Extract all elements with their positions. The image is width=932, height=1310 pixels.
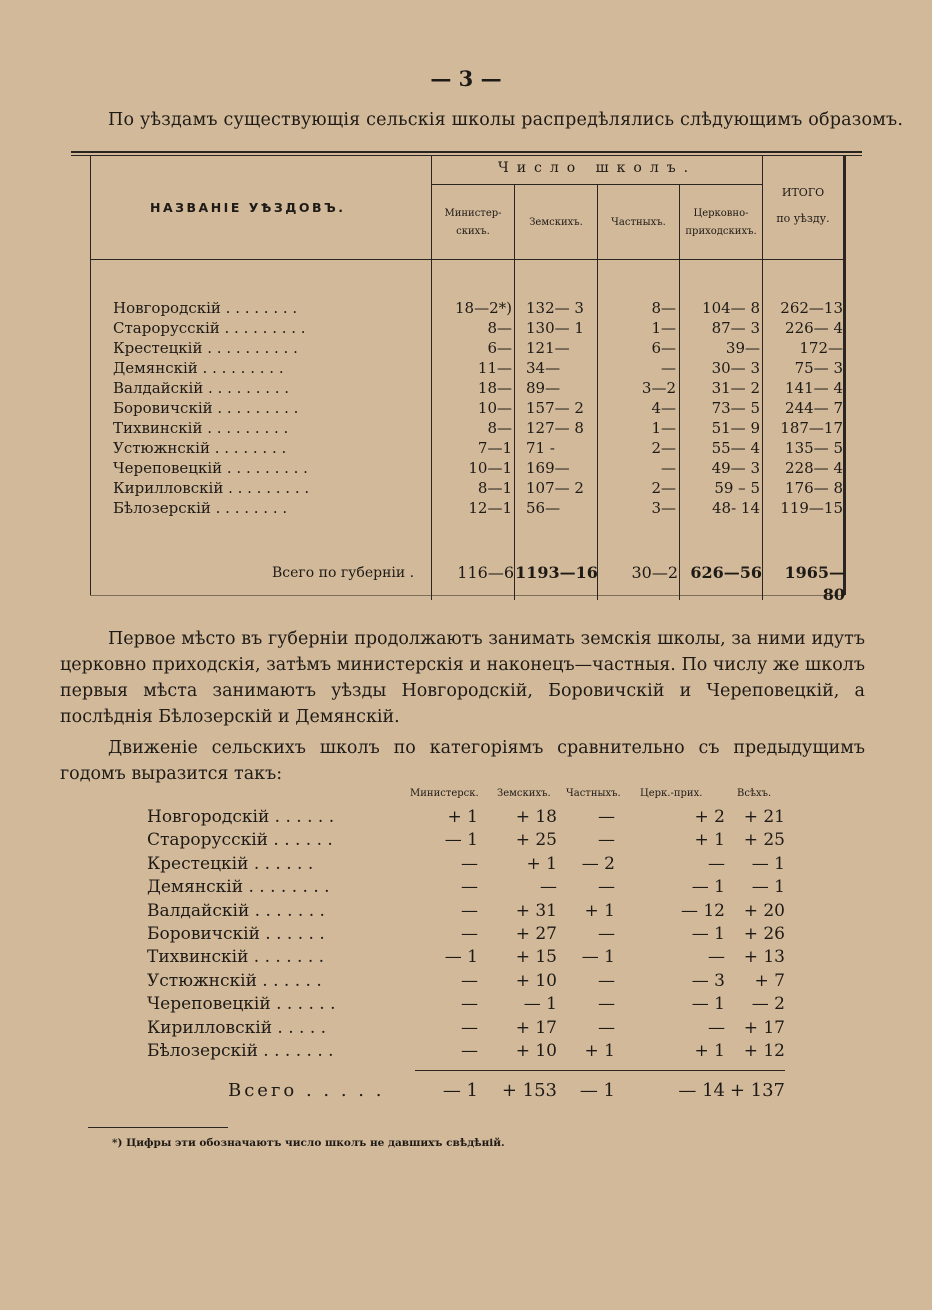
cell-zemstvo: 71 - [526, 439, 555, 457]
t2-header-all: Всѣхъ. [737, 788, 772, 799]
cell-all: + 12 [743, 1041, 785, 1061]
header-col-parish: Церковно- приходскихъ. [685, 208, 757, 237]
cell-total: 75— 3 [794, 359, 843, 377]
cell-private: — [598, 830, 615, 851]
district-name: Тихвинскій . . . . . . . . . [113, 419, 289, 437]
table2-row [0, 852, 932, 876]
cell-total: 176— 8 [785, 479, 843, 497]
district-name: Крестецкій . . . . . . . . . . [113, 339, 298, 357]
cell-total: 135— 5 [785, 439, 843, 457]
header-col-private: Частныхъ. [611, 217, 666, 228]
cell-zemstvo: + 31 [515, 900, 557, 921]
cell-parish: 48- 14 [711, 499, 760, 517]
cell-zemstvo: 157— 2 [526, 399, 584, 417]
cell-parish: — [708, 1017, 725, 1038]
cell-ministerial: 11— [477, 359, 512, 377]
cell-parish: 51— 9 [711, 419, 760, 437]
cell-private: 6— [651, 339, 676, 357]
table1-row [0, 438, 932, 458]
cell-zemstvo: 130— 1 [526, 319, 584, 337]
paragraph-1: Первое мѣсто въ губерніи продолжаютъ занимать земскія школы, за ними идутъ церковно приходскія, затѣмъ министерскія и наконецъ—частныя. По числу же школъ первыя мѣста занимаютъ уѣзды Новгородскій, Боровичскій и Череповецкій, а послѣднія Бѣлозерскій и Демянскій. [60, 629, 865, 727]
header-district-name: НАЗВАНІЕ УѢЗДОВЪ. [150, 200, 346, 215]
table2-row [0, 1016, 932, 1040]
cell-parish: — 1 [691, 924, 725, 944]
district-name: Бѣлозерскій . . . . . . . [147, 1041, 334, 1061]
cell-zemstvo: — [540, 877, 557, 898]
cell-parish: — 12 [680, 900, 725, 921]
table2-row [0, 805, 932, 829]
cell-zemstvo: 121— [526, 339, 570, 357]
cell-ministerial: 8— [487, 419, 512, 437]
t2-total-label: Всего . . . . . [228, 1080, 385, 1101]
cell-ministerial: 18— [477, 379, 512, 397]
cell-ministerial: — [461, 1017, 478, 1038]
cell-zemstvo: + 25 [515, 830, 557, 851]
paragraph-2: Движеніе сельскихъ школъ по категоріямъ сравнительно съ предыдущимъ годомъ выразится такъ: [60, 738, 865, 784]
table2-row [0, 1039, 932, 1063]
footnote-rule [88, 1127, 228, 1128]
cell-all: — 1 [751, 853, 785, 874]
cell-parish: 73— 5 [711, 399, 760, 417]
table-top-rule [71, 151, 862, 153]
cell-total: 228— 4 [785, 459, 843, 477]
cell-ministerial: 12—1 [468, 499, 512, 517]
cell-parish: 55— 4 [711, 439, 760, 457]
district-name: Старорусскій . . . . . . [147, 830, 333, 851]
cell-total: 172— [799, 339, 843, 357]
cell-ministerial: — [461, 1041, 478, 1061]
total-private: 30—2 [631, 563, 678, 582]
cell-zemstvo: + 27 [515, 924, 557, 944]
district-name: Крестецкій . . . . . . [147, 853, 314, 874]
table2-row [0, 899, 932, 923]
district-name: Боровичскій . . . . . . . . . [113, 399, 299, 417]
cell-parish: 87— 3 [711, 319, 760, 337]
district-name: Валдайскій . . . . . . . [147, 900, 325, 921]
cell-zemstvo: 89— [526, 379, 561, 397]
cell-private: — [661, 359, 676, 377]
cell-private: 1— [651, 419, 676, 437]
table1-row [0, 378, 932, 398]
cell-private: 2— [651, 479, 676, 497]
cell-total: 141— 4 [785, 379, 843, 397]
district-name: Череповецкій . . . . . . [147, 994, 336, 1015]
cell-parish: + 1 [694, 830, 725, 851]
table-bottom-rule [90, 595, 845, 596]
cell-ministerial: 8— [487, 319, 512, 337]
cell-parish: + 1 [694, 1041, 725, 1061]
cell-zemstvo: + 17 [515, 1017, 557, 1038]
header-bottom-rule [90, 259, 845, 260]
cell-all: + 21 [743, 807, 785, 827]
cell-private: — [598, 924, 615, 944]
cell-private: 4— [651, 399, 676, 417]
cell-ministerial: — [461, 994, 478, 1015]
cell-private: — [661, 459, 676, 477]
cell-all: — 2 [751, 994, 785, 1015]
cell-total: 262—13 [780, 299, 843, 317]
cell-ministerial: — 1 [444, 830, 478, 851]
cell-zemstvo: 107— 2 [526, 479, 584, 497]
cell-zemstvo: + 10 [515, 970, 557, 991]
table-top-rule-thin [71, 155, 862, 156]
cell-zemstvo: 169— [526, 459, 570, 477]
district-name: Валдайскій . . . . . . . . . [113, 379, 290, 397]
cell-parish: — 1 [691, 877, 725, 898]
cell-parish: 30— 3 [711, 359, 760, 377]
cell-ministerial: — [461, 924, 478, 944]
table2-row [0, 828, 932, 852]
t2-header-zemstvo: Земскихъ. [497, 788, 551, 799]
cell-ministerial: 6— [487, 339, 512, 357]
t2-header-parish: Церк.-прих. [640, 788, 703, 799]
district-name: Бѣлозерскій . . . . . . . . [113, 499, 288, 517]
cell-private: — 2 [581, 853, 615, 874]
cell-parish: 59 – 5 [714, 479, 760, 497]
cell-parish: — 1 [691, 994, 725, 1015]
cell-zemstvo: 56— [526, 499, 561, 517]
t2-total-all: + 137 [729, 1080, 785, 1101]
t2-total-ministerial: — 1 [442, 1080, 478, 1101]
cell-zemstvo: — 1 [523, 994, 557, 1015]
district-name: Новгородскій . . . . . . [147, 807, 335, 827]
cell-all: + 13 [743, 947, 785, 968]
cell-total: 244— 7 [785, 399, 843, 417]
cell-parish: 31— 2 [711, 379, 760, 397]
table2-row [0, 945, 932, 969]
cell-private: + 1 [584, 1041, 615, 1061]
table2-row [0, 969, 932, 993]
district-name: Демянскій . . . . . . . . [147, 877, 330, 898]
header-col-total: ИТОГО по уѣзду. [776, 186, 830, 225]
table2-row [0, 875, 932, 899]
table2-row [0, 992, 932, 1016]
cell-private: — [598, 1017, 615, 1038]
footnote: *) Цифры эти обозначаютъ число школъ не давшихъ свѣдѣній. [112, 1137, 505, 1149]
cell-total: 187—17 [780, 419, 843, 437]
cell-ministerial: 8—1 [477, 479, 512, 497]
t2-total-parish: — 14 [678, 1080, 725, 1101]
header-col-ministerial: Министер- скихъ. [444, 208, 502, 237]
cell-all: — 1 [751, 877, 785, 898]
cell-zemstvo: + 18 [515, 807, 557, 827]
table2-row [0, 922, 932, 946]
table1-row [0, 358, 932, 378]
cell-private: 3— [651, 499, 676, 517]
cell-zemstvo: + 1 [526, 853, 557, 874]
cell-ministerial: — [461, 853, 478, 874]
cell-zemstvo: 132— 3 [526, 299, 584, 317]
district-name: Старорусскій . . . . . . . . . [113, 319, 306, 337]
cell-total: 119—15 [780, 499, 843, 517]
table1-row [0, 318, 932, 338]
header-col-zemstvo: Земскихъ. [529, 217, 583, 228]
total-all: 1965—80 [784, 563, 845, 604]
cell-parish: 39— [725, 339, 760, 357]
table1-row [0, 458, 932, 478]
total-ministerial: 116—6 [457, 563, 514, 582]
cell-zemstvo: + 10 [515, 1041, 557, 1061]
district-name: Кирилловскій . . . . . . . . . [113, 479, 310, 497]
district-name: Боровичскій . . . . . . [147, 924, 325, 944]
cell-all: + 7 [754, 970, 785, 991]
cell-private: + 1 [584, 900, 615, 921]
district-name: Демянскій . . . . . . . . . [113, 359, 284, 377]
cell-private: — [598, 807, 615, 827]
cell-ministerial: 18—2*) [455, 299, 512, 317]
table1-row [0, 398, 932, 418]
district-name: Устюжнскій . . . . . . [147, 970, 322, 991]
cell-private: — 1 [581, 947, 615, 968]
total-label: Всего по губерніи . [272, 565, 415, 581]
page-number: — 3 — [430, 66, 502, 91]
cell-ministerial: — [461, 900, 478, 921]
cell-zemstvo: 34— [526, 359, 561, 377]
intro-text: По уѣздамъ существующія сельскія школы распредѣлялись слѣдующимъ образомъ. [108, 110, 904, 130]
cell-private: 2— [651, 439, 676, 457]
cell-ministerial: + 1 [447, 807, 478, 827]
t2-total-private: — 1 [579, 1080, 615, 1101]
cell-private: 8— [651, 299, 676, 317]
cell-all: + 25 [743, 830, 785, 851]
cell-private: — [598, 877, 615, 898]
cell-all: + 20 [743, 900, 785, 921]
cell-parish: 49— 3 [711, 459, 760, 477]
district-name: Тихвинскій . . . . . . . [147, 947, 325, 968]
cell-parish: + 2 [694, 807, 725, 827]
table1-row [0, 298, 932, 318]
table1-row [0, 418, 932, 438]
cell-ministerial: 7—1 [477, 439, 512, 457]
cell-private: 1— [651, 319, 676, 337]
cell-private: — [598, 970, 615, 991]
cell-ministerial: 10— [477, 399, 512, 417]
cell-ministerial: — [461, 970, 478, 991]
total-parish: 626—56 [690, 563, 762, 582]
cell-parish: — 3 [691, 970, 725, 991]
table1-row [0, 498, 932, 518]
cell-all: + 26 [743, 924, 785, 944]
district-name: Череповецкій . . . . . . . . . [113, 459, 308, 477]
cell-parish: 104— 8 [702, 299, 760, 317]
t2-total-zemstvo: + 153 [501, 1080, 557, 1101]
cell-parish: — [708, 947, 725, 968]
cell-private: — [598, 994, 615, 1015]
cell-ministerial: — [461, 877, 478, 898]
table1-row [0, 478, 932, 498]
total-zemstvo: 1193—16 [515, 563, 598, 582]
cell-ministerial: — 1 [444, 947, 478, 968]
table1-row [0, 338, 932, 358]
cell-ministerial: 10—1 [468, 459, 512, 477]
district-name: Кирилловскій . . . . . [147, 1017, 327, 1038]
cell-private: 3—2 [641, 379, 676, 397]
district-name: Новгородскій . . . . . . . . [113, 299, 298, 317]
t2-header-ministerial: Министерск. [410, 788, 479, 799]
table1-total-row [0, 562, 932, 604]
cell-zemstvo: + 15 [515, 947, 557, 968]
cell-all: + 17 [743, 1017, 785, 1038]
cell-total: 226— 4 [785, 319, 843, 337]
table2-total-row [0, 1078, 932, 1104]
district-name: Устюжнскій . . . . . . . . [113, 439, 287, 457]
header-school-count: Число школъ. [497, 160, 697, 176]
t2-total-rule [415, 1070, 785, 1071]
t2-header-private: Частныхъ. [566, 788, 621, 799]
cell-parish: — [708, 853, 725, 874]
cell-zemstvo: 127— 8 [526, 419, 584, 437]
